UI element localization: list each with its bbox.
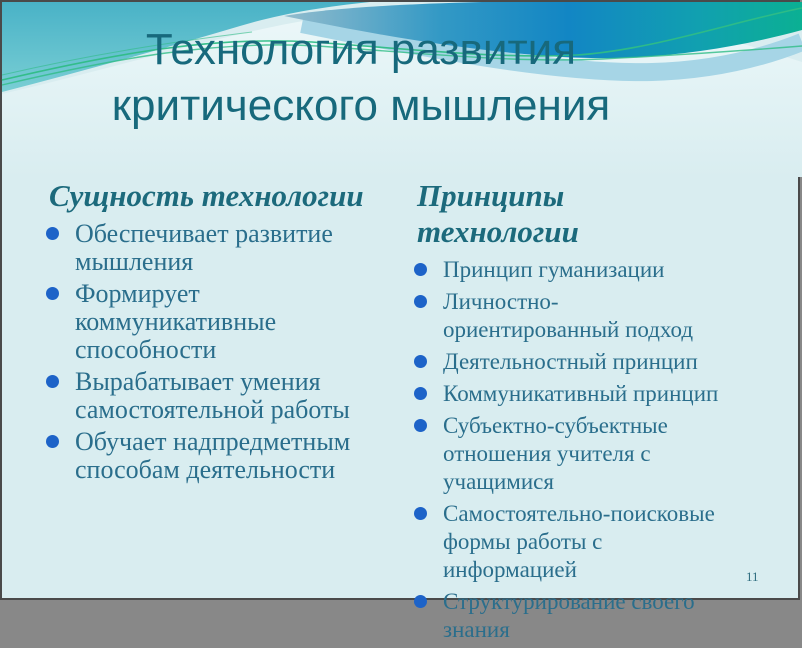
list-item-text: Структурирование своего знания bbox=[443, 589, 695, 642]
bullet-icon bbox=[414, 595, 427, 608]
list-item-text: Коммуникативный принцип bbox=[443, 381, 719, 406]
slide-title-line-2: критического мышления bbox=[111, 81, 611, 130]
bullet-list bbox=[410, 256, 728, 644]
bullet-icon bbox=[46, 227, 59, 240]
bullet-icon bbox=[414, 419, 427, 432]
list-item-text: Субъектно-субъектные отношения учителя с учащимися bbox=[443, 413, 668, 494]
list-item bbox=[42, 428, 387, 484]
list-item bbox=[410, 500, 728, 584]
column-essence bbox=[42, 178, 387, 488]
bullet-icon bbox=[46, 435, 59, 448]
bullet-list bbox=[42, 220, 387, 484]
list-item-text: Вырабатывает умения самостоятельной работы bbox=[75, 367, 350, 424]
bullet-icon bbox=[414, 263, 427, 276]
list-item bbox=[410, 588, 728, 644]
bullet-icon bbox=[414, 387, 427, 400]
list-item-text: Самостоятельно-поисковые формы работы с информацией bbox=[443, 501, 715, 582]
bullet-icon bbox=[414, 507, 427, 520]
slide-title-line-1: Технология развития bbox=[145, 25, 577, 74]
list-item-text: Обучает надпредметным способам деятельности bbox=[75, 427, 351, 484]
column-heading: Принципы технологии bbox=[417, 178, 579, 249]
page-number-label: 11 bbox=[746, 569, 759, 584]
slide-title bbox=[55, 22, 667, 134]
bullet-icon bbox=[46, 287, 59, 300]
list-item bbox=[410, 288, 728, 344]
list-item bbox=[42, 280, 387, 364]
list-item bbox=[410, 256, 728, 284]
bullet-icon bbox=[414, 355, 427, 368]
list-item bbox=[410, 412, 728, 496]
list-item bbox=[42, 220, 387, 276]
column-principles bbox=[410, 178, 728, 648]
list-item-text: Формирует коммуникативные способности bbox=[75, 279, 277, 364]
list-item-text: Личностно-ориентированный подход bbox=[443, 289, 694, 342]
list-item bbox=[410, 380, 728, 408]
bullet-icon bbox=[46, 375, 59, 388]
list-item bbox=[410, 348, 728, 376]
column-heading: Сущность технологии bbox=[49, 178, 364, 213]
list-item-text: Обеспечивает развитие мышления bbox=[75, 219, 333, 276]
list-item-text: Принцип гуманизации bbox=[443, 257, 665, 282]
list-item-text: Деятельностный принцип bbox=[443, 349, 698, 374]
bullet-icon bbox=[414, 295, 427, 308]
list-item bbox=[42, 368, 387, 424]
